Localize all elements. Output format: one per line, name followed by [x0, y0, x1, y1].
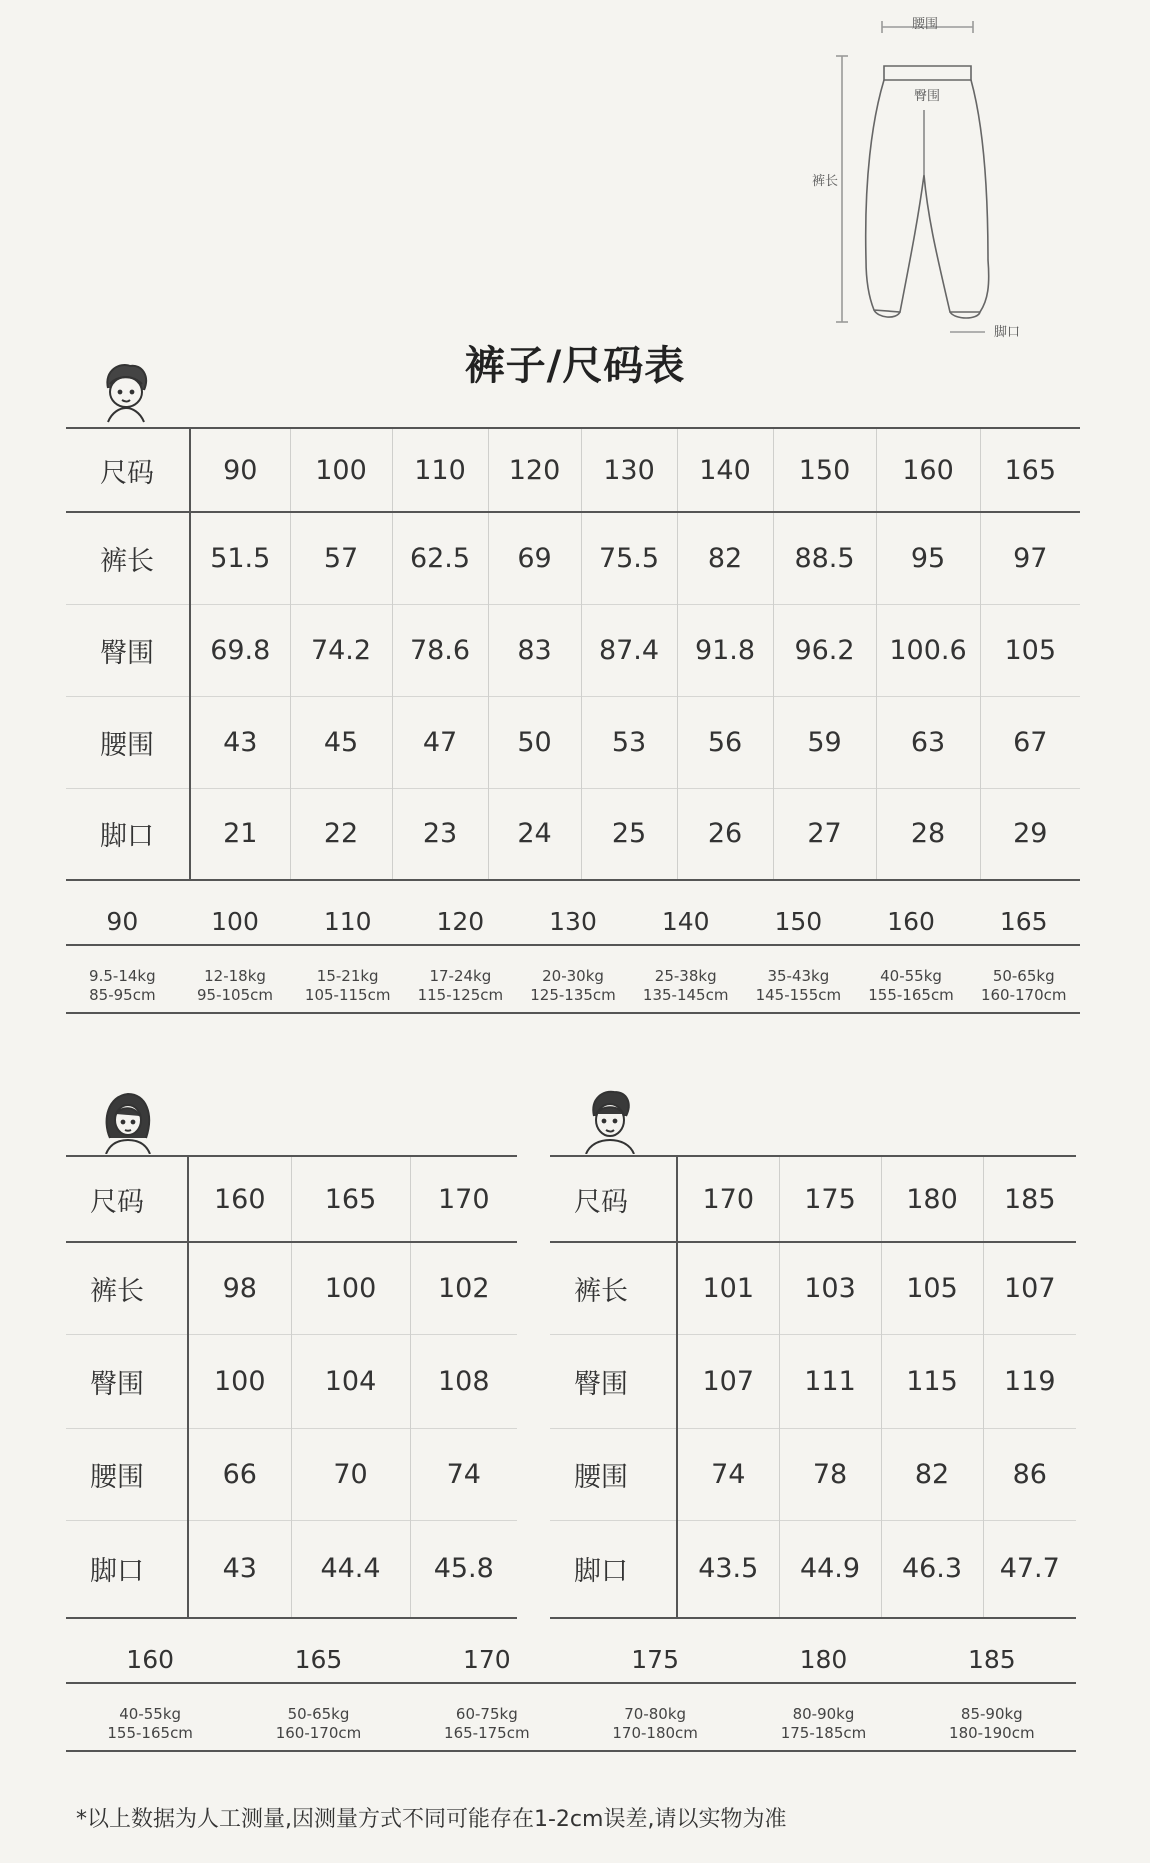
value-cell: 28	[876, 788, 980, 880]
value-cell: 78	[779, 1428, 881, 1520]
value-cell: 102	[410, 1242, 517, 1334]
size-cell: 100	[290, 428, 392, 512]
reference-height: 160-170cm	[980, 986, 1067, 1004]
value-cell: 45	[290, 696, 392, 788]
reference-size: 180	[799, 1645, 848, 1674]
reference-size: 160	[126, 1645, 175, 1674]
reference-cell	[66, 946, 179, 1012]
table-row	[66, 512, 1080, 604]
value-cell: 104	[291, 1334, 410, 1428]
reference-weight: 20-30kg	[542, 967, 604, 985]
length-label: 裤长	[812, 174, 839, 189]
value-cell: 69	[488, 512, 581, 604]
value-cell: 46.3	[881, 1520, 983, 1618]
reference-weight: 50-65kg	[287, 1705, 350, 1723]
reference-cell	[742, 946, 855, 1012]
value-cell: 59	[773, 696, 876, 788]
value-cell: 74	[677, 1428, 779, 1520]
reference-weight: 80-90kg	[792, 1705, 855, 1723]
reference-height: 95-105cm	[197, 986, 273, 1004]
value-cell: 43	[188, 1520, 291, 1618]
value-cell: 82	[881, 1428, 983, 1520]
value-cell: 78.6	[392, 604, 488, 696]
reference-cell	[571, 1684, 739, 1750]
reference-weight: 9.5-14kg	[89, 967, 156, 985]
reference-cell	[855, 946, 968, 1012]
reference-cell	[739, 1684, 907, 1750]
value-cell: 57	[290, 512, 392, 604]
table-row	[66, 604, 1080, 696]
reference-height: 160-170cm	[275, 1724, 362, 1742]
reference-weight: 35-43kg	[767, 967, 830, 985]
waist-label: 腰围	[912, 17, 939, 32]
size-cell: 165	[980, 428, 1080, 512]
value-cell: 53	[581, 696, 677, 788]
value-cell: 119	[983, 1334, 1076, 1428]
kids-reference	[66, 900, 1080, 1014]
reference-height: 155-165cm	[868, 986, 954, 1004]
row-label: 裤长	[66, 512, 190, 604]
reference-weight: 12-18kg	[204, 967, 266, 985]
value-cell: 70	[291, 1428, 410, 1520]
table-row	[550, 1428, 1076, 1520]
size-cell: 180	[881, 1156, 983, 1242]
pants-diagram	[0, 0, 1150, 340]
reference-weight: 40-55kg	[880, 967, 942, 985]
size-cell: 140	[677, 428, 773, 512]
value-cell: 91.8	[677, 604, 773, 696]
size-cell: 160	[188, 1156, 291, 1242]
reference-size: 120	[436, 907, 485, 936]
size-cell: 150	[773, 428, 876, 512]
row-label: 臀围	[66, 604, 190, 696]
size-cell: 110	[392, 428, 488, 512]
woman-avatar-icon	[100, 1090, 156, 1154]
row-label: 腰围	[66, 696, 190, 788]
reference-cell	[179, 946, 292, 1012]
value-cell: 75.5	[581, 512, 677, 604]
value-cell: 101	[677, 1242, 779, 1334]
reference-height: 175-185cm	[780, 1724, 867, 1742]
size-cell: 160	[876, 428, 980, 512]
size-cell: 170	[677, 1156, 779, 1242]
value-cell: 74.2	[290, 604, 392, 696]
reference-size: 100	[211, 907, 259, 936]
row-label: 脚口	[66, 1520, 188, 1618]
value-cell: 88.5	[773, 512, 876, 604]
adult-reference	[66, 1638, 1076, 1752]
value-cell: 103	[779, 1242, 881, 1334]
value-cell: 43	[190, 696, 290, 788]
row-label: 臀围	[550, 1334, 677, 1428]
reference-height: 125-135cm	[530, 986, 616, 1004]
row-label: 腰围	[550, 1428, 677, 1520]
table-row	[550, 1242, 1076, 1334]
value-cell: 74	[410, 1428, 517, 1520]
size-cell: 170	[410, 1156, 517, 1242]
reference-size: 110	[323, 907, 372, 936]
size-header-row	[550, 1156, 1076, 1242]
table-row	[66, 1428, 517, 1520]
table-row	[550, 1334, 1076, 1428]
value-cell: 107	[677, 1334, 779, 1428]
value-cell: 23	[392, 788, 488, 880]
value-cell: 44.4	[291, 1520, 410, 1618]
value-cell: 29	[980, 788, 1080, 880]
value-cell: 95	[876, 512, 980, 604]
reference-weight: 50-65kg	[992, 967, 1055, 985]
size-cell: 185	[983, 1156, 1076, 1242]
reference-cell	[234, 1684, 402, 1750]
value-cell: 56	[677, 696, 773, 788]
reference-height: 145-155cm	[755, 986, 842, 1004]
value-cell: 25	[581, 788, 677, 880]
value-cell: 67	[980, 696, 1080, 788]
value-cell: 27	[773, 788, 876, 880]
value-cell: 86	[983, 1428, 1076, 1520]
table-row	[66, 788, 1080, 880]
value-cell: 47.7	[983, 1520, 1076, 1618]
reference-cell	[908, 1684, 1076, 1750]
reference-height: 135-145cm	[642, 986, 729, 1004]
reference-cell	[291, 946, 404, 1012]
value-cell: 100.6	[876, 604, 980, 696]
row-label: 裤长	[550, 1242, 677, 1334]
reference-height: 170-180cm	[612, 1724, 698, 1742]
reference-weight: 60-75kg	[455, 1705, 518, 1723]
size-cell: 90	[190, 428, 290, 512]
reference-height: 180-190cm	[949, 1724, 1035, 1742]
value-cell: 87.4	[581, 604, 677, 696]
reference-cell	[403, 1684, 571, 1750]
reference-cell	[517, 946, 630, 1012]
footnote: *以上数据为人工测量,因测量方式不同可能存在1-2cm误差,请以实物为准	[76, 1807, 787, 1832]
reference-cell	[967, 946, 1080, 1012]
value-cell: 115	[881, 1334, 983, 1428]
reference-size: 130	[549, 907, 597, 936]
reference-weight: 15-21kg	[316, 967, 379, 985]
size-header-row	[66, 1156, 517, 1242]
reference-weight: 17-24kg	[429, 967, 492, 985]
reference-weight: 25-38kg	[654, 967, 717, 985]
reference-weight: 40-55kg	[119, 1705, 182, 1723]
value-cell: 96.2	[773, 604, 876, 696]
size-cell: 175	[779, 1156, 881, 1242]
row-label: 脚口	[550, 1520, 677, 1618]
reference-size: 150	[774, 907, 823, 936]
reference-cell	[629, 946, 742, 1012]
hip-label: 臀围	[914, 89, 941, 104]
reference-size: 170	[462, 1645, 511, 1674]
men-size-table	[550, 1155, 1076, 1619]
value-cell: 108	[410, 1334, 517, 1428]
reference-size: 160	[887, 907, 935, 936]
value-cell: 62.5	[392, 512, 488, 604]
value-cell: 82	[677, 512, 773, 604]
women-size-table	[66, 1155, 517, 1619]
reference-height: 155-165cm	[107, 1724, 193, 1742]
reference-height: 85-95cm	[89, 986, 156, 1004]
reference-cell	[404, 946, 517, 1012]
table-row	[66, 696, 1080, 788]
reference-size: 165	[999, 907, 1048, 936]
reference-height: 105-115cm	[304, 986, 391, 1004]
row-label: 尺码	[66, 428, 190, 512]
reference-size: 90	[106, 907, 139, 936]
table-row	[550, 1520, 1076, 1618]
row-label: 尺码	[550, 1156, 677, 1242]
value-cell: 50	[488, 696, 581, 788]
table-row	[66, 1242, 517, 1334]
reference-cell	[66, 1684, 234, 1750]
reference-weight: 70-80kg	[624, 1705, 687, 1723]
reference-size: 185	[967, 1645, 1016, 1674]
reference-size: 165	[294, 1645, 343, 1674]
page-title: 裤子/尺码表	[464, 343, 686, 389]
value-cell: 26	[677, 788, 773, 880]
row-label: 裤长	[66, 1242, 188, 1334]
value-cell: 105	[980, 604, 1080, 696]
value-cell: 21	[190, 788, 290, 880]
value-cell: 51.5	[190, 512, 290, 604]
row-label: 尺码	[66, 1156, 188, 1242]
reference-size: 140	[661, 907, 710, 936]
value-cell: 45.8	[410, 1520, 517, 1618]
size-cell: 130	[581, 428, 677, 512]
hem-label: 脚口	[994, 325, 1021, 340]
table-row	[66, 1334, 517, 1428]
value-cell: 100	[291, 1242, 410, 1334]
value-cell: 66	[188, 1428, 291, 1520]
size-cell: 165	[291, 1156, 410, 1242]
kid-avatar-icon	[100, 362, 152, 424]
value-cell: 47	[392, 696, 488, 788]
value-cell: 63	[876, 696, 980, 788]
value-cell: 44.9	[779, 1520, 881, 1618]
value-cell: 100	[188, 1334, 291, 1428]
reference-weight: 85-90kg	[960, 1705, 1023, 1723]
value-cell: 83	[488, 604, 581, 696]
man-avatar-icon	[582, 1088, 638, 1154]
value-cell: 105	[881, 1242, 983, 1334]
value-cell: 98	[188, 1242, 291, 1334]
reference-height: 165-175cm	[444, 1724, 530, 1742]
reference-size: 175	[631, 1645, 679, 1674]
value-cell: 107	[983, 1242, 1076, 1334]
value-cell: 111	[779, 1334, 881, 1428]
size-header-row	[66, 428, 1080, 512]
value-cell: 22	[290, 788, 392, 880]
value-cell: 97	[980, 512, 1080, 604]
row-label: 臀围	[66, 1334, 188, 1428]
value-cell: 69.8	[190, 604, 290, 696]
value-cell: 43.5	[677, 1520, 779, 1618]
table-row	[66, 1520, 517, 1618]
kids-size-table	[66, 427, 1080, 881]
row-label: 腰围	[66, 1428, 188, 1520]
value-cell: 24	[488, 788, 581, 880]
size-cell: 120	[488, 428, 581, 512]
row-label: 脚口	[66, 788, 190, 880]
reference-height: 115-125cm	[417, 986, 504, 1004]
